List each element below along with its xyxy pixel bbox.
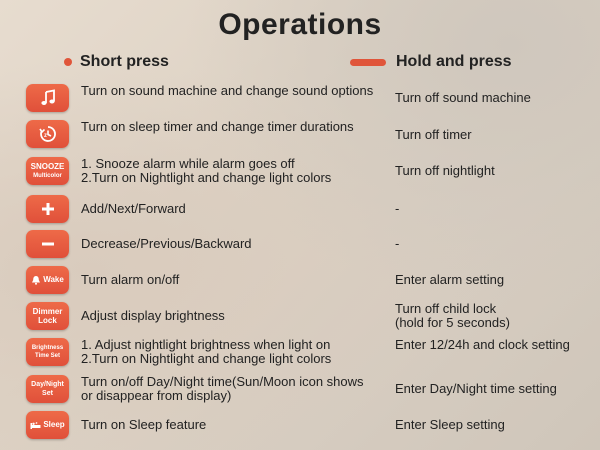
legend-short-label: Short press (80, 53, 169, 70)
sleep-icon (30, 420, 41, 430)
button-label: Wake (43, 275, 64, 284)
button-label: SNOOZE (30, 162, 65, 171)
brightness-timeset-button[interactable] (26, 338, 69, 366)
button-sublabel: Lock (38, 315, 57, 325)
short-press-text: Add/Next/Forward (81, 201, 186, 216)
bar-marker (350, 59, 386, 66)
short-press-text: 1. Snooze alarm while alarm goes off 2.Turn on Nightlight and change light colors (81, 156, 332, 185)
legend-hold-label: Hold and press (396, 53, 512, 70)
music-note-icon (39, 89, 57, 107)
short-press-text: Turn on sleep timer and change timer durations (81, 119, 354, 134)
bell-icon (31, 275, 41, 285)
svg-text:z: z (35, 420, 38, 425)
button-label: Sleep (43, 420, 65, 429)
timer-icon (38, 124, 58, 144)
snooze-multicolor-button[interactable] (26, 157, 69, 185)
legend-short-press (64, 53, 169, 71)
button-label: Brightness (31, 345, 64, 351)
short-press-text: Turn alarm on/off (81, 272, 180, 287)
dimmer-lock-button[interactable] (26, 302, 69, 330)
hold-press-text: Enter Day/Night time setting (395, 381, 557, 396)
hold-press-text: - (395, 201, 400, 216)
page-title: Operations (218, 8, 382, 41)
hold-press-text: Turn off child lock (hold for 5 seconds) (395, 301, 510, 330)
day-night-set-button[interactable] (26, 375, 69, 403)
short-press-text: 1. Adjust nightlight brightness when light on 2.Turn on Nightlight and change light colors (81, 337, 332, 366)
button-label: Day/Night (31, 381, 64, 388)
minus-button[interactable] (26, 230, 69, 258)
button-sublabel: Time Set (35, 353, 60, 359)
plus-icon (41, 202, 55, 216)
button-sublabel: Multicolor (33, 173, 62, 179)
dot-marker (64, 58, 72, 66)
hold-press-text: Enter alarm setting (395, 272, 505, 287)
hold-press-text: - (395, 236, 400, 251)
hold-press-text: Turn off sound machine (395, 90, 531, 105)
wake-button[interactable] (26, 266, 69, 294)
minus-icon (41, 237, 55, 251)
legend-hold-press (350, 53, 512, 71)
button-sublabel: Set (42, 390, 53, 397)
hold-press-text: Enter 12/24h and clock setting (395, 337, 570, 352)
timer-button[interactable] (26, 120, 69, 148)
hold-press-text: Enter Sleep setting (395, 417, 505, 432)
short-press-text: Decrease/Previous/Backward (81, 236, 252, 251)
short-press-text: Turn on/off Day/Night time(Sun/Moon icon shows or disappear from display) (81, 374, 364, 403)
button-label: Dimmer (32, 306, 63, 316)
short-press-text: Turn on sound machine and change sound options (81, 83, 374, 98)
hold-press-text: Turn off timer (395, 127, 472, 142)
hold-press-text: Turn off nightlight (395, 163, 495, 178)
short-press-text: Turn on Sleep feature (81, 417, 207, 432)
plus-button[interactable] (26, 195, 69, 223)
sound-button[interactable] (26, 84, 69, 112)
short-press-text: Adjust display brightness (81, 308, 225, 323)
sleep-button[interactable] (26, 411, 69, 439)
svg-text:z: z (43, 133, 47, 139)
